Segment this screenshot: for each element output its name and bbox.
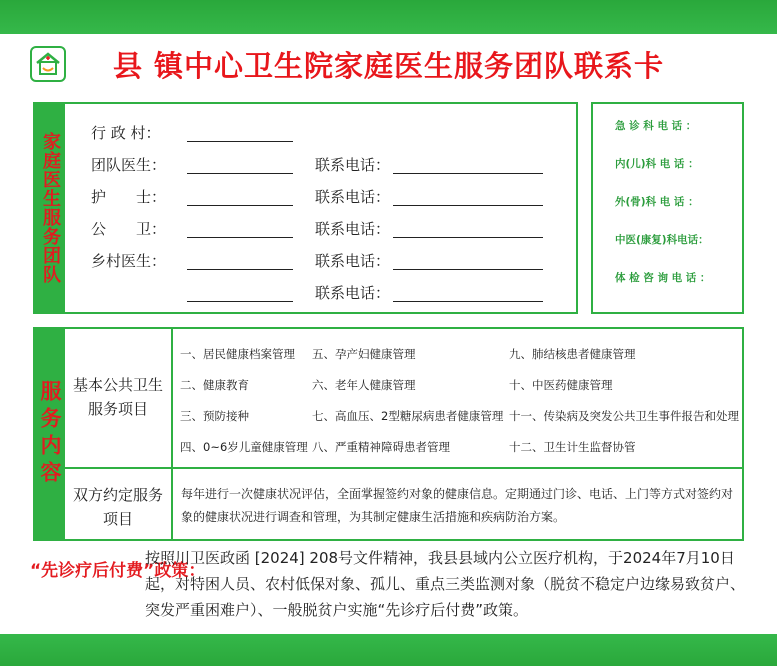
service-item: 十、中医药健康管理: [509, 378, 613, 392]
village-doctor-phone-field[interactable]: [393, 269, 543, 270]
team-doctor-phone-field[interactable]: [393, 173, 543, 174]
internal-medicine-phone-label: 内(儿)科 电 话 ：: [615, 158, 699, 170]
team-side-label: 家庭医生服务团队: [35, 104, 65, 312]
phone-label: 联系电话：: [315, 284, 391, 302]
bottom-band: [0, 634, 777, 666]
services-side-label: 服务内容: [35, 329, 65, 539]
service-item: 三、预防接种: [180, 409, 249, 423]
services-column-divider: [171, 329, 173, 539]
village-doctor-label: 乡村医生：: [91, 252, 167, 270]
service-item: 十二、卫生计生监督协管: [509, 440, 636, 454]
phone-label: 联系电话：: [315, 252, 391, 270]
surgery-phone-label: 外(骨)科 电 话 ：: [615, 196, 699, 208]
contract-services-text: 每年进行一次健康状况评估，全面掌握签约对象的健康信息。定期通过门诊、电话、上门等方式对签约对象的健康状况进行调查和管理，为其制定健康生活措施和疾病防治方案。: [181, 487, 734, 524]
nurse-field[interactable]: [187, 205, 293, 206]
extra-phone-field[interactable]: [393, 301, 543, 302]
phone-label: 联系电话：: [315, 156, 391, 174]
basic-services-title: 基本公共卫生服务项目: [72, 376, 163, 418]
services-row-divider: [65, 467, 742, 469]
department-phones: [591, 102, 744, 314]
contract-services-title: 双方约定服务项目: [72, 486, 163, 528]
extra-field[interactable]: [187, 301, 293, 302]
service-item: 九、肺结核患者健康管理: [509, 347, 636, 361]
services-section: [33, 327, 744, 541]
public-health-label: 公 卫：: [91, 220, 167, 238]
service-item: 七、高血压、2型糖尿病患者健康管理: [312, 409, 504, 423]
service-item: 十一、传染病及突发公共卫生事件报告和处理: [509, 409, 739, 423]
public-health-phone-field[interactable]: [393, 237, 543, 238]
service-item: 五、孕产妇健康管理: [312, 347, 416, 361]
phone-label: 联系电话：: [315, 188, 391, 206]
village-doctor-field[interactable]: [187, 269, 293, 270]
team-section: [33, 102, 578, 314]
page-title: 县 镇中心卫生院家庭医生服务团队联系卡: [112, 49, 665, 83]
team-doctor-label: 团队医生：: [91, 156, 167, 174]
nurse-label: 护 士：: [91, 188, 167, 206]
service-item: 六、老年人健康管理: [312, 378, 416, 392]
nurse-phone-field[interactable]: [393, 205, 543, 206]
team-doctor-field[interactable]: [187, 173, 293, 174]
phone-label: 联系电话：: [315, 220, 391, 238]
emergency-phone-label: 急 诊 科 电 话 ：: [615, 120, 697, 132]
service-item: 四、0~6岁儿童健康管理: [180, 440, 308, 454]
village-label: 行 政 村：: [91, 124, 161, 142]
service-item: 一、居民健康档案管理: [180, 347, 295, 361]
policy-text: 按照川卫医政函 [2024] 208号文件精神，我县县域内公立医疗机构，于2024年7月10日起，对特困人员、农村低保对象、孤儿、重点三类监测对象（脱贫不稳定户边缘易致贫户、突发严重困难户）、一般脱贫户实施“先诊疗后付费”政策。: [145, 549, 746, 619]
policy-label: “先诊疗后付费”政策：: [30, 561, 206, 581]
top-band: [0, 0, 777, 34]
public-health-field[interactable]: [187, 237, 293, 238]
service-item: 二、健康教育: [180, 378, 249, 392]
tcm-phone-label: 中医(康复)科电话：: [615, 234, 709, 246]
service-item: 八、严重精神障碍患者管理: [312, 440, 450, 454]
village-field[interactable]: [187, 141, 293, 142]
checkup-phone-label: 体 检 咨 询 电 话 ：: [615, 272, 711, 284]
